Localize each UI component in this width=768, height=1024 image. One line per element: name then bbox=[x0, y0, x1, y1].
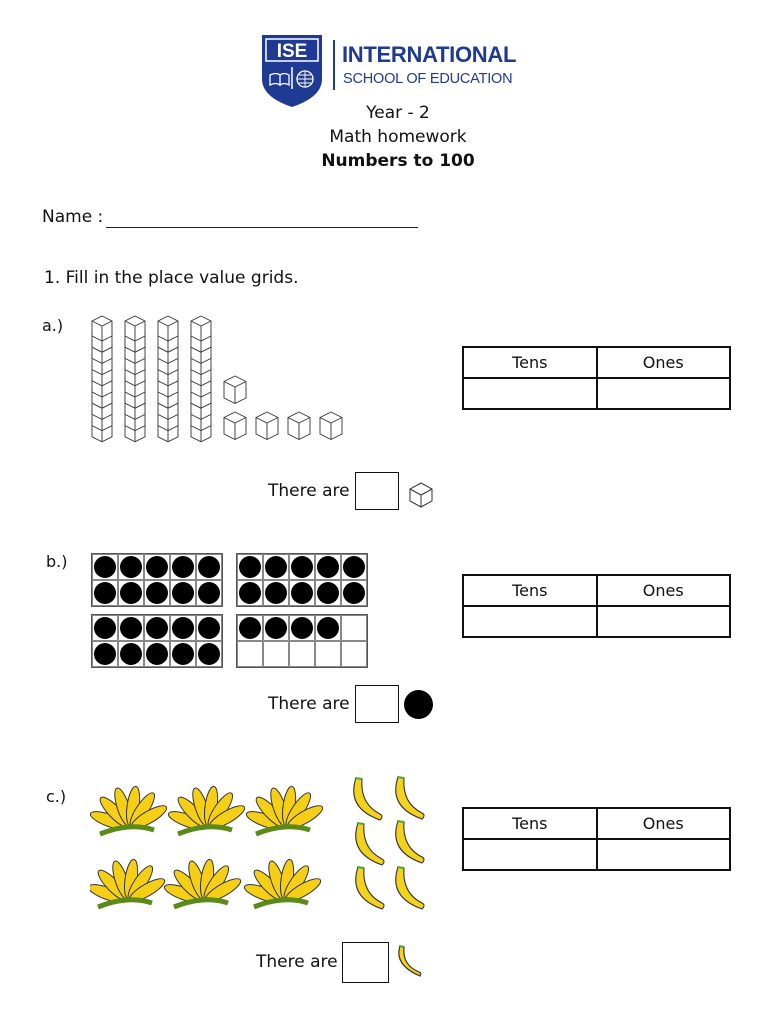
counter-dot bbox=[239, 617, 261, 639]
answer-box-a[interactable] bbox=[355, 472, 399, 510]
ones-cube bbox=[320, 412, 342, 440]
place-value-grid-a bbox=[462, 346, 731, 410]
banana-bunch bbox=[162, 859, 243, 907]
ten-frame-cell bbox=[315, 580, 341, 606]
single-banana bbox=[396, 821, 424, 863]
ten-frame-cell bbox=[92, 554, 118, 580]
ten-frame-cell bbox=[289, 554, 315, 580]
counter-dot bbox=[198, 582, 220, 604]
banana-bunch bbox=[90, 859, 167, 907]
svg-text:ISE: ISE bbox=[276, 41, 308, 62]
tens-answer-cell[interactable] bbox=[463, 839, 597, 870]
ones-header: Ones bbox=[597, 575, 731, 606]
ten-frame-cell bbox=[196, 615, 222, 641]
single-banana bbox=[354, 778, 382, 820]
counter-dot bbox=[120, 643, 142, 665]
base-ten-blocks bbox=[90, 314, 350, 448]
cube-icon bbox=[408, 481, 434, 513]
part-c-label: c.) bbox=[46, 787, 67, 806]
tens-header: Tens bbox=[463, 575, 597, 606]
ten-frame-cell bbox=[170, 615, 196, 641]
counter-dot bbox=[317, 617, 339, 639]
ten-frame-cell bbox=[92, 641, 118, 667]
single-banana bbox=[396, 867, 424, 909]
counter-dot bbox=[265, 556, 287, 578]
counter-dot bbox=[146, 617, 168, 639]
tens-answer-cell[interactable] bbox=[463, 606, 597, 637]
tens-rod bbox=[125, 316, 145, 442]
school-name: INTERNATIONAL bbox=[342, 42, 517, 67]
there-are-label-a: There are bbox=[268, 481, 350, 501]
part-b-label: b.) bbox=[46, 552, 68, 571]
tens-header: Tens bbox=[463, 347, 597, 378]
banana-bunch bbox=[90, 786, 169, 834]
ten-frame-cell bbox=[118, 580, 144, 606]
counter-dot bbox=[146, 556, 168, 578]
ones-cube bbox=[288, 412, 310, 440]
counter-dot bbox=[94, 582, 116, 604]
counter-dot bbox=[146, 582, 168, 604]
counter-dot bbox=[317, 582, 339, 604]
answer-box-c[interactable] bbox=[342, 942, 389, 983]
ones-cube bbox=[224, 376, 246, 404]
single-banana bbox=[356, 867, 384, 909]
banana-bunch bbox=[242, 859, 323, 907]
counter-dot bbox=[239, 556, 261, 578]
ten-frame-cell bbox=[315, 554, 341, 580]
ten-frame-cell bbox=[237, 580, 263, 606]
ten-frame-cell bbox=[341, 554, 367, 580]
ten-frame-2 bbox=[236, 553, 368, 607]
ten-frame-cell bbox=[341, 580, 367, 606]
tens-rod bbox=[158, 316, 178, 442]
counter-dot bbox=[120, 582, 142, 604]
ones-cube bbox=[256, 412, 278, 440]
ten-frame-cell bbox=[196, 641, 222, 667]
subject-title: Math homework bbox=[329, 127, 467, 147]
single-banana bbox=[356, 823, 384, 865]
ten-frame-cell bbox=[315, 641, 341, 667]
ten-frame-cell bbox=[170, 580, 196, 606]
answer-box-b[interactable] bbox=[355, 685, 399, 723]
counter-dot bbox=[94, 556, 116, 578]
tens-answer-cell[interactable] bbox=[463, 378, 597, 409]
name-label: Name : bbox=[42, 207, 104, 227]
ten-frame-cell bbox=[118, 615, 144, 641]
ten-frame-cell bbox=[118, 554, 144, 580]
single-banana bbox=[396, 777, 424, 819]
ten-frame-cell bbox=[237, 615, 263, 641]
bananas-picture bbox=[90, 775, 440, 924]
school-logo-shield bbox=[260, 33, 324, 109]
counter-dot bbox=[265, 617, 287, 639]
ten-frame-3 bbox=[91, 614, 223, 668]
bananas-drawing bbox=[90, 775, 440, 920]
ten-frame-cell bbox=[341, 615, 367, 641]
counter-dot bbox=[94, 643, 116, 665]
ten-frame-cell bbox=[289, 615, 315, 641]
ones-header: Ones bbox=[597, 347, 731, 378]
ones-header: Ones bbox=[597, 808, 731, 839]
ten-frame-cell bbox=[289, 580, 315, 606]
ten-frame-cell bbox=[196, 554, 222, 580]
place-value-grid-b bbox=[462, 574, 731, 638]
ten-frame-cell bbox=[92, 615, 118, 641]
counter-dot bbox=[291, 556, 313, 578]
dot-icon bbox=[404, 690, 433, 719]
ones-cube bbox=[224, 412, 246, 440]
topic-title: Numbers to 100 bbox=[321, 151, 475, 171]
counter-dot bbox=[343, 556, 365, 578]
counter-dot bbox=[265, 582, 287, 604]
counter-dot bbox=[198, 643, 220, 665]
ten-frame-cell bbox=[263, 554, 289, 580]
ten-frame-cell bbox=[118, 641, 144, 667]
ten-frame-4 bbox=[236, 614, 368, 668]
ten-frame-cell bbox=[170, 641, 196, 667]
year-level: Year - 2 bbox=[366, 103, 430, 123]
part-a-label: a.) bbox=[42, 316, 64, 335]
counter-dot bbox=[146, 643, 168, 665]
counter-dot bbox=[172, 643, 194, 665]
ten-frame-cell bbox=[144, 580, 170, 606]
counter-dot bbox=[343, 582, 365, 604]
school-name-subtitle: SCHOOL OF EDUCATION bbox=[343, 71, 513, 87]
banana-icon bbox=[392, 943, 426, 983]
ten-frame-cell bbox=[263, 615, 289, 641]
ten-frame-cell bbox=[341, 641, 367, 667]
ten-frame-cell bbox=[237, 641, 263, 667]
logo-divider bbox=[333, 40, 335, 90]
place-value-grid-c bbox=[462, 807, 731, 871]
tens-rod bbox=[191, 316, 211, 442]
name-input-line[interactable] bbox=[106, 227, 418, 228]
counter-dot bbox=[317, 556, 339, 578]
counter-dot bbox=[94, 617, 116, 639]
counter-dot bbox=[291, 617, 313, 639]
tens-header: Tens bbox=[463, 808, 597, 839]
counter-dot bbox=[172, 617, 194, 639]
counter-dot bbox=[120, 556, 142, 578]
ten-frame-cell bbox=[289, 641, 315, 667]
ones-answer-cell[interactable] bbox=[597, 378, 731, 409]
question-1-prompt: 1. Fill in the place value grids. bbox=[44, 268, 299, 288]
ten-frame-cell bbox=[92, 580, 118, 606]
ten-frame-cell bbox=[144, 615, 170, 641]
ten-frame-cell bbox=[263, 580, 289, 606]
banana-bunch bbox=[166, 786, 247, 834]
counter-dot bbox=[198, 556, 220, 578]
counter-dot bbox=[291, 582, 313, 604]
counter-dot bbox=[198, 617, 220, 639]
ones-answer-cell[interactable] bbox=[597, 606, 731, 637]
ten-frame-cell bbox=[315, 615, 341, 641]
banana-bunch bbox=[244, 786, 325, 834]
counter-dot bbox=[172, 556, 194, 578]
ten-frame-cell bbox=[170, 554, 196, 580]
base-ten-blocks-drawing bbox=[90, 314, 350, 444]
tens-rod bbox=[92, 316, 112, 442]
ten-frame-cell bbox=[196, 580, 222, 606]
counter-dot bbox=[120, 617, 142, 639]
ten-frame-cell bbox=[237, 554, 263, 580]
ones-answer-cell[interactable] bbox=[597, 839, 731, 870]
counter-dot bbox=[239, 582, 261, 604]
ten-frame-1 bbox=[91, 553, 223, 607]
ten-frame-cell bbox=[144, 554, 170, 580]
counter-dot bbox=[172, 582, 194, 604]
ten-frame-cell bbox=[263, 641, 289, 667]
ten-frame-cell bbox=[144, 641, 170, 667]
there-are-label-c: There are bbox=[256, 952, 338, 972]
there-are-label-b: There are bbox=[268, 694, 350, 714]
